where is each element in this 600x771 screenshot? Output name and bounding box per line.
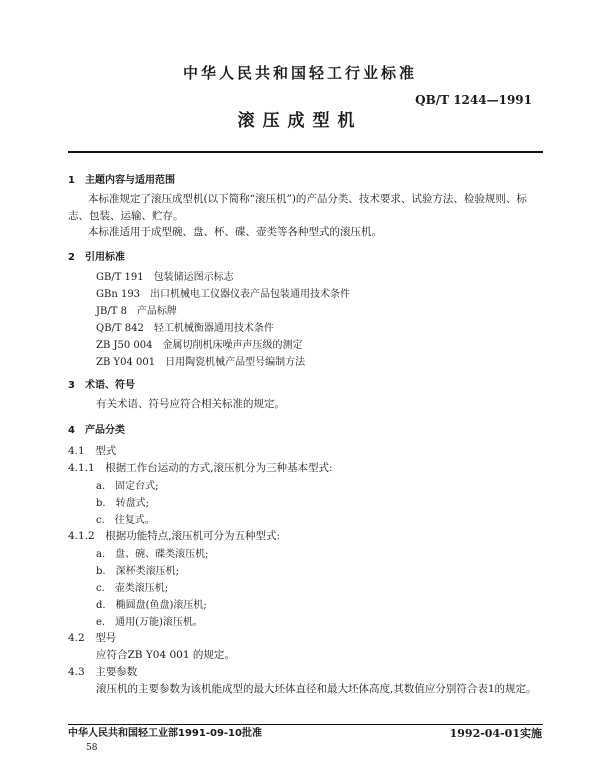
section-3-paragraph: 有关术语、符号应符合相关标准的规定。 xyxy=(96,398,285,410)
list-item: a. 盘、碗、碟类滚压机; xyxy=(96,549,209,560)
subsection-4-1-2-text: 4.1.2 根据功能特点,滚压机可分为五种型式: xyxy=(68,530,281,542)
section-4-heading: 4 产品分类 xyxy=(68,425,125,436)
subsection-4-1-1-text: 4.1.1 根据工作台运动的方式,滚压机分为三种基本型式: xyxy=(68,462,333,474)
subsection-4-2-text: 应符合ZB Y04 001 的规定。 xyxy=(96,649,235,661)
section-1-paragraph-2: 本标准适用于成型碗、盘、杯、碟、壶类等各种型式的滚压机。 xyxy=(88,226,382,238)
list-item: b. 深杯类滚压机; xyxy=(96,566,179,577)
reference-item: GB/T 191 包装储运图示标志 xyxy=(96,272,234,283)
document-title: 滚压成型机 xyxy=(237,111,363,131)
standard-number: QB/T 1244—1991 xyxy=(415,93,532,107)
reference-item: ZB J50 004 金属切削机床噪声声压级的测定 xyxy=(96,340,303,351)
section-3-heading: 3 术语、符号 xyxy=(68,380,135,391)
section-2-heading: 2 引用标准 xyxy=(68,252,125,263)
list-item: b. 转盘式; xyxy=(96,498,149,509)
subsection-4-2-heading: 4.2 型号 xyxy=(68,632,117,644)
approval-line: 中华人民共和国轻工业部1991-09-10批准 xyxy=(68,728,262,739)
subsection-4-1-heading: 4.1 型式 xyxy=(68,445,117,457)
subsection-4-3-heading: 4.3 主要参数 xyxy=(68,666,138,678)
reference-item: JB/T 8 产品标牌 xyxy=(96,306,177,317)
page-number: 58 xyxy=(86,743,98,753)
section-1-paragraph-1: 本标准规定了滚压成型机(以下简称“滚压机”)的产品分类、技术要求、试验方法、检验规则、标志、包装、运输、贮存。 xyxy=(68,193,527,222)
header-rule xyxy=(68,151,543,153)
issuing-header: 中华人民共和国轻工行业标准 xyxy=(182,64,417,82)
reference-item: ZB Y04 001 日用陶瓷机械产品型号编制方法 xyxy=(96,357,306,368)
list-item: c. 往复式。 xyxy=(96,515,155,526)
list-item: e. 通用(万能)滚压机。 xyxy=(96,617,203,628)
list-item: d. 椭圆盘(鱼盘)滚压机; xyxy=(96,600,207,611)
list-item: c. 壶类滚压机; xyxy=(96,583,169,594)
list-item: a. 固定台式; xyxy=(96,481,159,492)
section-1-heading: 1 主题内容与适用范围 xyxy=(68,175,175,186)
reference-item: QB/T 842 轻工机械衡器通用技术条件 xyxy=(96,323,274,334)
effective-date: 1992-04-01实施 xyxy=(449,727,542,740)
reference-item: GBn 193 出口机械电工仪器仪表产品包装通用技术条件 xyxy=(96,289,351,300)
subsection-4-3-text: 滚压机的主要参数为该机能成型的最大坯体直径和最大坯体高度,其数值应分别符合表1的规定。 xyxy=(96,683,537,695)
